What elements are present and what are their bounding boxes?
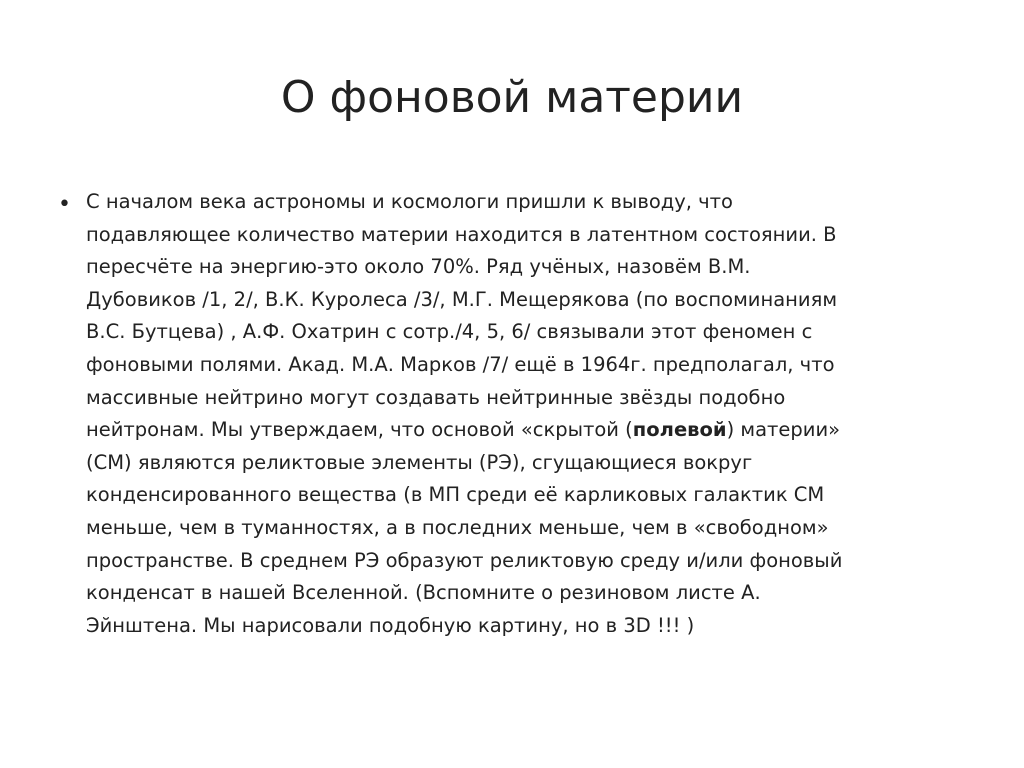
- text-line: пространстве. В среднем РЭ образуют реликтовую среду и/или фоновый: [86, 548, 843, 572]
- text-line: В.С. Бутцева) , А.Ф. Охатрин с сотр./4, 5, 6/ связывали этот феномен с: [86, 320, 813, 344]
- text-line: Дубовиков /1, 2/, В.К. Куролеса /3/, М.Г. Мещерякова (по воспоминаниям: [86, 287, 838, 311]
- text-line: конденсат в нашей Вселенной. (Вспомните о резиновом листе А.: [86, 581, 761, 605]
- text-line: меньше, чем в туманностях, а в последних меньше, чем в «свободном»: [86, 515, 829, 539]
- slide-title: О фоновой материи: [280, 72, 744, 123]
- text-segment: нейтронам. Мы утверждаем, что основой «скрытой (: [86, 418, 633, 442]
- text-line-with-emphasis: [86, 414, 966, 447]
- body-paragraph: [86, 186, 966, 642]
- text-line: подавляющее количество материи находится в латентном состоянии. В: [86, 222, 837, 246]
- text-line: С началом века астрономы и космологи пришли к выводу, что: [86, 190, 733, 213]
- text-line: Эйнштена. Мы нарисовали подобную картину, но в 3D !!! ): [86, 613, 695, 637]
- bullet-marker: •: [58, 192, 71, 217]
- text-line: конденсированного вещества (в МП среди её карликовых галактик СМ: [86, 483, 825, 507]
- text-line: массивные нейтрино могут создавать нейтринные звёзды подобно: [86, 385, 786, 409]
- text-line: фоновыми полями. Акад. М.А. Марков /7/ ещё в 1964г. предполагал, что: [86, 352, 835, 376]
- text-line: пересчёте на энергию-это около 70%. Ряд учёных, назовём В.М.: [86, 255, 751, 279]
- emphasis-bold: полевой: [632, 418, 727, 442]
- text-segment: ) материи»: [726, 418, 841, 442]
- text-line: (СМ) являются реликтовые элементы (РЭ), сгущающиеся вокруг: [86, 450, 753, 474]
